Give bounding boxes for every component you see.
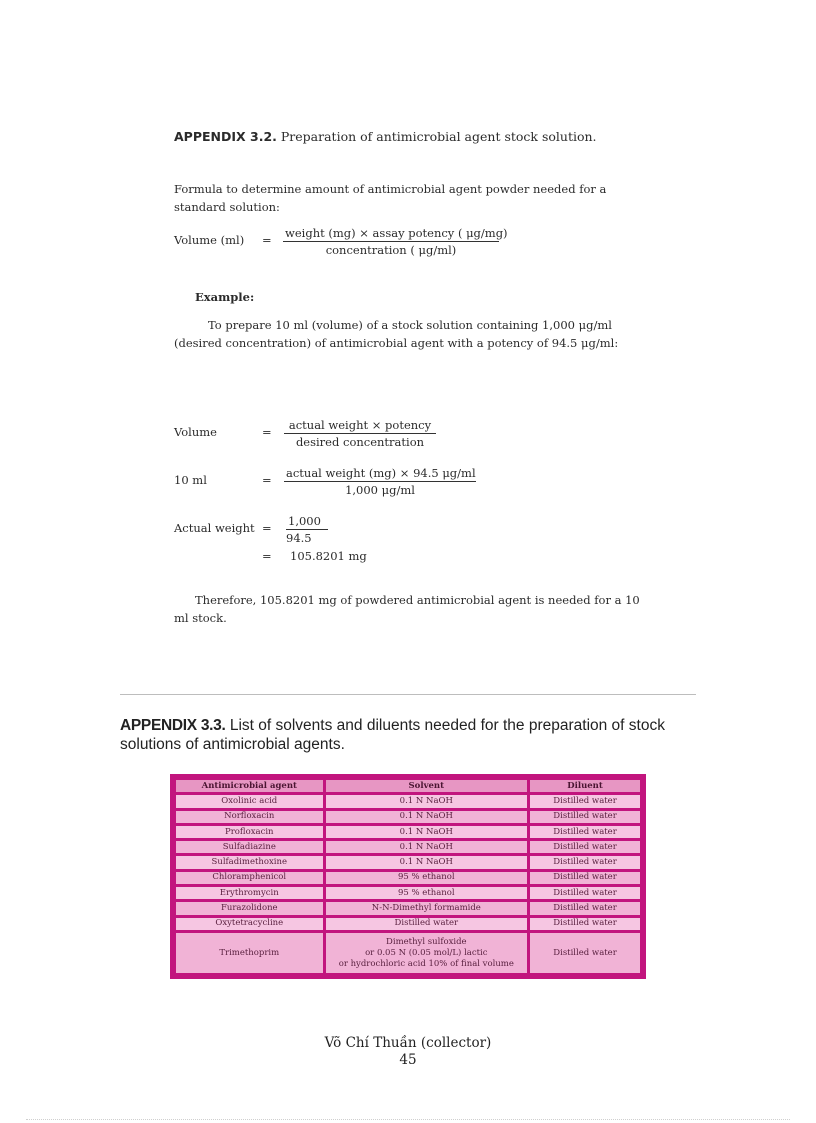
calc-actual-denominator: 94.5 [286,531,312,545]
header-diluent: Diluent [530,780,640,792]
table-header-row [176,780,640,792]
example-text: To prepare 10 ml (volume) of a stock solution containing 1,000 μg/ml (desired concentration) of antimicrobial agent with a potency of 94.5 μg/ml: [174,318,619,350]
cell-solvent: 0.1 N NaOH [326,856,528,868]
cell-agent: Erythromycin [176,887,323,899]
formula-intro: Formula to determine amount of antimicrobial agent powder needed for a standard solution: [174,182,607,214]
result-equals: = [262,549,272,563]
bottom-dotted-rule [26,1119,790,1120]
solvent-line: Dimethyl sulfoxide [386,936,467,947]
formula-equals: = [262,233,272,247]
solvent-line: or hydrochloric acid 10% of final volume [338,958,514,969]
cell-solvent: 0.1 N NaOH [326,795,528,807]
table-row [176,826,640,838]
cell-solvent: 0.1 N NaOH [326,841,528,853]
cell-solvent: 0.1 N NaOH [326,811,528,823]
cell-agent: Sulfadiazine [176,841,323,853]
cell-agent: Norfloxacin [176,811,323,823]
cell-diluent: Distilled water [530,841,640,853]
calc-actual-lhs: Actual weight [174,521,255,535]
conclusion-text: Therefore, 105.8201 mg of powdered antimicrobial agent is needed for a 10 ml stock. [174,593,640,625]
cell-agent: Sulfadimethoxine [176,856,323,868]
cell-solvent-multiline [326,933,528,973]
cell-solvent: N-N-Dimethyl formamide [326,902,528,914]
cell-agent: Profloxacin [176,826,323,838]
cell-diluent: Distilled water [530,887,640,899]
appendix-3-3-title: List of solvents and diluents needed for the preparation of stock solutions of antimicrobial agents. [120,717,665,753]
calc-volume-equals: = [262,425,272,439]
cell-solvent: 95 % ethanol [326,887,528,899]
section-divider [120,694,696,695]
calc-10ml-lhs: 10 ml [174,473,207,487]
calc-actual-numerator: 1,000 [286,514,328,530]
result-value: 105.8201 mg [290,549,367,563]
appendix-3-2-title: Preparation of antimicrobial agent stock solution. [280,129,597,144]
cell-solvent: 0.1 N NaOH [326,826,528,838]
cell-solvent: Distilled water [326,918,528,930]
calc-volume-numerator: actual weight × potency [284,418,436,434]
header-agent: Antimicrobial agent [176,780,323,792]
cell-diluent: Distilled water [530,856,640,868]
formula-lhs: Volume (ml) [174,233,245,247]
cell-agent: Oxytetracycline [176,918,323,930]
formula-denominator: concentration ( μg/ml) [325,243,457,257]
cell-agent: Chloramphenicol [176,872,323,884]
formula-fraction [283,226,508,257]
formula-numerator: weight (mg) × assay potency ( μg/mg) [285,226,508,240]
calc-10ml-fraction [284,466,476,497]
calc-10ml-denominator: 1,000 μg/ml [345,483,415,497]
calc-10ml-numerator: actual weight (mg) × 94.5 μg/ml [286,466,476,480]
table-row [176,902,640,914]
header-solvent: Solvent [326,780,528,792]
cell-agent: Trimethoprim [176,933,323,973]
example-heading: Example: [195,290,255,304]
appendix-3-2-label: APPENDIX 3.2. [174,129,277,144]
cell-diluent: Distilled water [530,933,640,973]
calc-volume-fraction [284,418,436,449]
cell-diluent: Distilled water [530,902,640,914]
cell-diluent: Distilled water [530,795,640,807]
cell-diluent: Distilled water [530,918,640,930]
solvent-table-frame [170,774,646,979]
cell-diluent: Distilled water [530,872,640,884]
table-row-trimethoprim [176,933,640,973]
appendix-3-2-heading [174,129,597,144]
table-row [176,811,640,823]
collector-credit: Võ Chí Thuần (collector) [324,1035,492,1051]
table-row [176,887,640,899]
calc-10ml-equals: = [262,473,272,487]
table-row [176,841,640,853]
cell-diluent: Distilled water [530,826,640,838]
table-row [176,856,640,868]
page-footer [0,1035,816,1069]
table-row [176,872,640,884]
appendix-3-3-heading [120,716,700,754]
calc-volume-denominator: desired concentration [295,435,425,449]
calc-actual-fraction [286,514,328,545]
cell-diluent: Distilled water [530,811,640,823]
page-number: 45 [399,1052,417,1068]
calc-volume-lhs: Volume [174,425,217,439]
cell-agent: Oxolinic acid [176,795,323,807]
table-row [176,795,640,807]
appendix-3-3-label: APPENDIX 3.3. [120,717,226,734]
calc-actual-equals: = [262,521,272,535]
solvent-line: or 0.05 N (0.05 mol/L) lactic [365,947,488,958]
cell-solvent: 95 % ethanol [326,872,528,884]
table-row [176,918,640,930]
solvent-table [173,777,643,976]
cell-agent: Furazolidone [176,902,323,914]
